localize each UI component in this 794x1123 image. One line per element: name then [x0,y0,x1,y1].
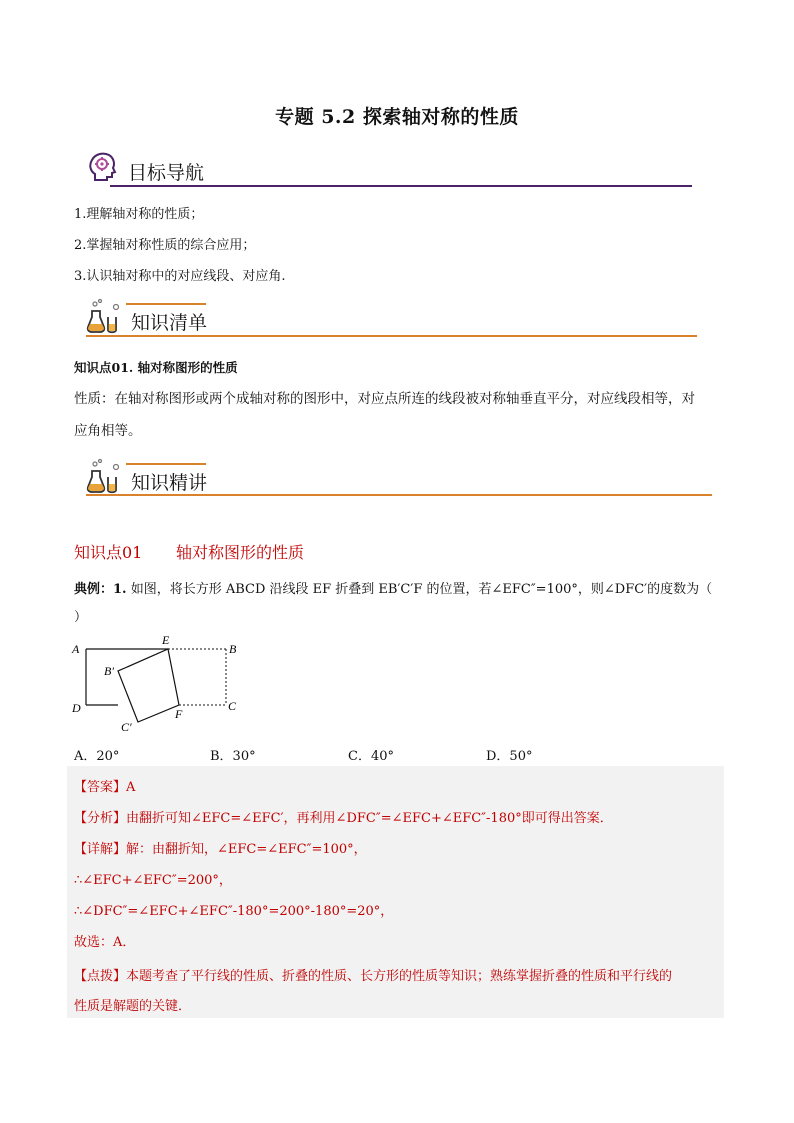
choice-c: C．40° [348,749,394,764]
answer-tag: 【答案】 [74,780,127,795]
answer-value: A [126,780,136,795]
goal-item: 3.认识轴对称中的对应线段、对应角. [74,269,286,284]
page-title: 专题 5.2 探索轴对称的性质 [275,106,519,128]
answer-line [74,776,135,795]
label-C-prime: C′ [121,720,132,734]
section-heading-explain: 知识精讲 [131,472,208,494]
knowledge-point-heading: 轴对称图形的性质 [176,543,305,562]
label-A: A [72,642,80,656]
flask-icon [86,457,122,495]
label-B: B [229,642,237,656]
example-question: 典例：1. 如图，将长方形 ABCD 沿线段 EF 折叠到 EB′C′F 的位置，若∠EFC″=100°，则∠DFC′的度数为（ [74,582,713,597]
example-question-close: ） [74,610,88,625]
section-heading-goals: 目标导航 [128,162,205,184]
choice-d: D．50° [486,749,533,764]
folding-figure [66,630,246,735]
knowledge-point-label: 知识点01 [74,543,143,562]
label-C: C [228,699,237,713]
section-divider [86,335,697,337]
section-heading-checklist: 知识清单 [131,312,208,334]
step-line: ∴∠DFC″=∠EFC+∠EFC″-180°=200°-180°=20°， [74,904,394,919]
heading-accent-line [126,303,206,305]
choice-a: A．20° [74,749,120,764]
flask-icon [86,297,122,335]
heading-accent-line [126,463,206,465]
label-E: E [162,633,170,647]
detail-line: 【详解】解：由翻折知，∠EFC=∠EFC″=100°， [74,842,367,857]
conclusion-line: 故选：A． [74,935,136,950]
brain-icon [86,150,118,182]
section-divider [110,185,692,187]
knowledge-point-title: 知识点01. 轴对称图形的性质 [74,360,238,375]
property-text: 性质：在轴对称图形或两个成轴对称的图形中，对应点所连的线段被对称轴垂直平分，对应线段相等，对 应角相等。 [74,391,695,439]
label-D: D [72,701,81,715]
tip-block: 【点拨】本题考查了平行线的性质、折叠的性质、长方形的性质等知识；熟练掌握折叠的性质和平行线的 性质是解题的关键． [74,969,673,1014]
step-line: ∴∠EFC+∠EFC″=200°， [74,873,232,888]
goal-item: 1.理解轴对称的性质； [74,207,204,222]
analysis-line: 【分析】由翻折可知∠EFC=∠EFC′，再利用∠DFC″=∠EFC+∠EFC″-180°即可得出答案． [74,811,613,826]
label-B-prime: B′ [104,664,114,678]
choice-b: B．30° [210,749,256,764]
goal-item: 2.掌握轴对称性质的综合应用； [74,238,256,253]
section-divider [86,494,712,496]
label-F: F [175,707,183,721]
